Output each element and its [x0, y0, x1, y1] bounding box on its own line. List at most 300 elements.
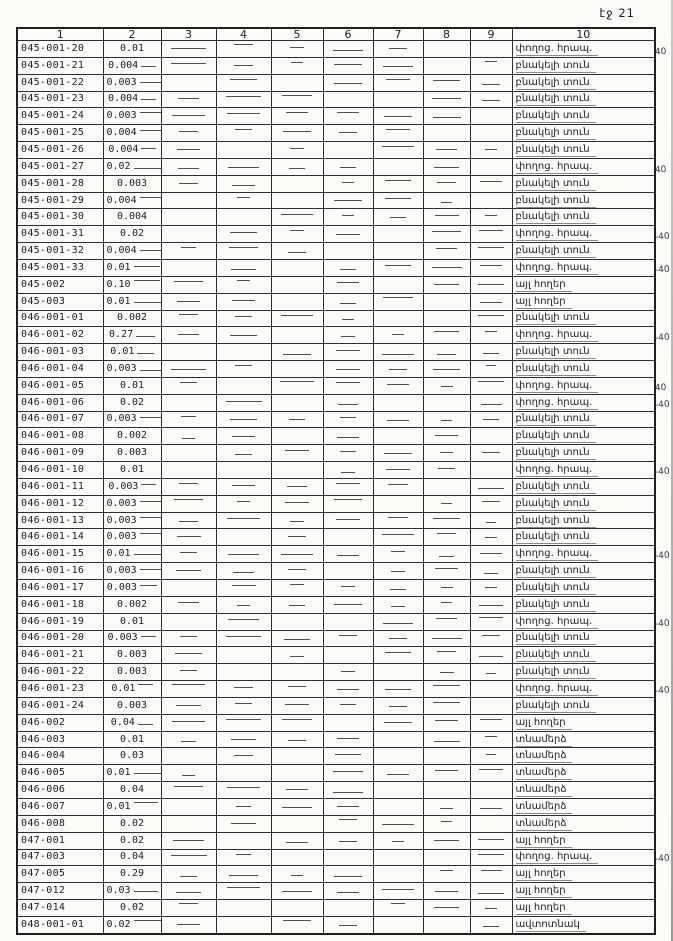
ruling-dash-mark: [171, 855, 207, 856]
cell-value-text: 0.003: [116, 699, 148, 711]
cell-value: [103, 748, 161, 765]
cell-empty: [161, 142, 216, 159]
table-row: [17, 445, 655, 462]
ruling-dash-mark: [341, 671, 355, 672]
cell-empty: [470, 428, 512, 445]
cell-empty: [373, 916, 423, 934]
ruling-dash-mark: [171, 369, 206, 370]
cell-empty: [323, 428, 373, 445]
cell-use-text: բնակելի տուն: [516, 346, 596, 359]
cell-value: [103, 428, 161, 445]
cell-code: 046-001-16: [17, 563, 103, 580]
cell-empty: [470, 445, 512, 462]
ruling-dash-mark: [383, 623, 413, 624]
cell-code: 045-001-30: [17, 209, 103, 226]
cell-value-text: 0.04: [119, 784, 145, 796]
cell-value-text: 0.003: [107, 632, 138, 644]
ruling-dash-mark: [285, 502, 309, 503]
cell-empty: [470, 361, 512, 378]
table-row: [17, 613, 655, 630]
cell-use: [512, 125, 655, 142]
ruling-dash-mark: [134, 280, 161, 281]
ruling-dash-mark: [437, 182, 455, 183]
cell-value-text: 0.004: [108, 93, 139, 105]
ruling-dash-mark: [337, 112, 359, 113]
ruling-dash-mark: [288, 252, 306, 253]
cell-empty: [373, 900, 423, 917]
ruling-dash-mark: [434, 167, 459, 168]
cell-empty: [216, 714, 271, 731]
table-row: [17, 91, 655, 108]
cell-empty: [161, 478, 216, 495]
cell-code: 046-005: [17, 765, 103, 782]
cell-value-text: 0.01: [111, 682, 136, 694]
cell-empty: [470, 866, 512, 883]
cell-empty: [271, 815, 323, 832]
cell-code: 045-002: [17, 276, 103, 293]
cell-use: [512, 344, 655, 361]
ruling-dash-mark: [179, 903, 198, 904]
cell-value-text: 0.01: [110, 346, 135, 358]
cell-value: [103, 158, 161, 175]
cell-code: 048-001-01: [17, 916, 103, 934]
ruling-dash-mark: [140, 370, 161, 371]
cell-empty: [423, 900, 470, 917]
cell-empty: [423, 462, 470, 479]
ruling-dash-mark: [384, 453, 411, 454]
ruling-dash-mark: [478, 315, 504, 316]
ruling-dash-mark: [433, 702, 461, 703]
table-header-row: [17, 28, 655, 41]
cell-empty: [216, 647, 271, 664]
cell-use: [512, 142, 655, 159]
ruling-dash-mark: [140, 585, 157, 586]
cell-code: 046-008: [17, 815, 103, 832]
cell-value: [103, 74, 161, 91]
cell-empty: [323, 596, 373, 613]
cell-use: [512, 697, 655, 714]
cell-empty: [161, 411, 216, 428]
cell-empty: [271, 681, 323, 698]
cell-empty: [323, 462, 373, 479]
cell-code: 045-001-28: [17, 175, 103, 192]
cell-use-text: փողոց. հրապ.: [516, 616, 599, 629]
cell-empty: [271, 192, 323, 209]
cell-empty: [271, 74, 323, 91]
cell-empty: [373, 748, 423, 765]
cell-use: [512, 462, 655, 479]
cell-empty: [423, 798, 470, 815]
ruling-dash-mark: [282, 95, 312, 96]
cell-empty: [216, 209, 271, 226]
cell-code: 046-002: [17, 714, 103, 731]
ruling-dash-mark: [336, 382, 360, 383]
ruling-dash-mark: [234, 44, 252, 45]
ruling-dash-mark: [388, 517, 407, 518]
cell-value: [103, 276, 161, 293]
ruling-dash-mark: [432, 267, 462, 268]
ruling-dash-mark: [180, 382, 198, 383]
cell-value: [103, 765, 161, 782]
cell-code: 046-001-07: [17, 411, 103, 428]
cell-value: [103, 613, 161, 630]
cell-value: [103, 883, 161, 900]
cell-empty: [271, 664, 323, 681]
cell-empty: [271, 91, 323, 108]
table-row: [17, 142, 655, 159]
cell-empty: [470, 108, 512, 125]
cell-empty: [423, 512, 470, 529]
cell-empty: [271, 428, 323, 445]
cell-empty: [470, 782, 512, 799]
cell-empty: [271, 259, 323, 276]
ruling-dash-mark: [486, 754, 497, 755]
cell-empty: [161, 91, 216, 108]
cell-empty: [161, 883, 216, 900]
ruling-dash-mark: [340, 269, 356, 270]
cell-empty: [216, 125, 271, 142]
ruling-dash-mark: [385, 180, 410, 181]
ruling-dash-mark: [281, 214, 312, 215]
cell-use: [512, 310, 655, 327]
cell-code: 046-001-05: [17, 377, 103, 394]
ruling-dash-mark: [382, 824, 414, 825]
cell-use-text: բնակելի տուն: [516, 515, 596, 528]
cell-use: [512, 377, 655, 394]
cell-empty: [216, 832, 271, 849]
cell-value-text: 0.01: [106, 261, 131, 273]
cell-empty: [216, 344, 271, 361]
ruling-dash-mark: [138, 724, 153, 725]
cell-empty: [470, 243, 512, 260]
cell-value: [103, 108, 161, 125]
cell-value-text: 0.04: [110, 716, 135, 728]
table-row: [17, 529, 655, 546]
cell-value: [103, 916, 161, 934]
ruling-dash-mark: [228, 167, 258, 168]
cell-empty: [323, 731, 373, 748]
cell-code: 046-006: [17, 782, 103, 799]
ruling-dash-mark: [478, 284, 504, 285]
ruling-dash-mark: [441, 587, 453, 588]
ruling-dash-mark: [481, 404, 502, 405]
cell-use-text: բնակելի տուն: [516, 312, 596, 325]
ruling-dash-mark: [433, 80, 460, 81]
cell-use: [512, 798, 655, 815]
cell-empty: [373, 849, 423, 866]
cell-empty: [423, 580, 470, 597]
cell-empty: [323, 361, 373, 378]
ruling-dash-mark: [134, 920, 161, 921]
cell-empty: [271, 765, 323, 782]
cell-value-text: 0.01: [106, 800, 131, 812]
cell-empty: [470, 765, 512, 782]
table-row: [17, 546, 655, 563]
ruling-dash-mark: [140, 501, 161, 502]
cell-value: [103, 832, 161, 849]
cell-use: [512, 647, 655, 664]
ruling-dash-mark: [235, 129, 252, 130]
cell-value-text: 0.01: [106, 295, 131, 307]
cell-empty: [373, 495, 423, 512]
ruling-dash-mark: [484, 573, 497, 574]
ruling-dash-mark: [435, 435, 459, 436]
table-row: [17, 411, 655, 428]
cell-empty: [161, 125, 216, 142]
cell-use-text: բնակելի տուն: [516, 599, 596, 612]
ruling-dash-mark: [286, 789, 307, 790]
ruling-dash-mark: [339, 925, 356, 926]
cell-empty: [161, 462, 216, 479]
cell-empty: [216, 900, 271, 917]
ruling-dash-mark: [235, 703, 253, 704]
cell-value: [103, 327, 161, 344]
cell-value: [103, 529, 161, 546]
cell-empty: [271, 377, 323, 394]
cell-empty: [373, 782, 423, 799]
cell-use-text: բնակելի տուն: [516, 700, 596, 713]
cell-value: [103, 344, 161, 361]
cell-empty: [423, 158, 470, 175]
cell-value-text: 0.02: [119, 834, 145, 846]
ruling-dash-mark: [384, 722, 413, 723]
cell-empty: [423, 563, 470, 580]
cell-empty: [161, 310, 216, 327]
ruling-dash-mark: [285, 450, 309, 451]
cell-value-text: 0.004: [106, 127, 137, 139]
cell-code: 045-001-27: [17, 158, 103, 175]
cell-empty: [271, 546, 323, 563]
cell-empty: [323, 900, 373, 917]
ruling-dash-mark: [235, 454, 251, 455]
ruling-dash-mark: [384, 116, 412, 117]
cell-value-text: 0.003: [106, 110, 137, 122]
cell-empty: [271, 832, 323, 849]
ruling-dash-mark: [179, 131, 197, 132]
cell-empty: [470, 596, 512, 613]
cell-empty: [271, 327, 323, 344]
cell-empty: [423, 428, 470, 445]
cell-code: 045-001-22: [17, 74, 103, 91]
cadastre-table: [16, 27, 656, 935]
ruling-dash-mark: [171, 48, 205, 49]
ruling-dash-mark: [229, 875, 258, 876]
cell-empty: [423, 394, 470, 411]
cell-use-text: տնամերձ: [516, 784, 573, 797]
ruling-dash-mark: [386, 129, 411, 130]
cell-empty: [161, 714, 216, 731]
cell-empty: [423, 883, 470, 900]
ruling-dash-mark: [486, 365, 497, 366]
ruling-dash-mark: [178, 334, 198, 335]
cell-empty: [423, 866, 470, 883]
cell-value-text: 0.10: [106, 278, 131, 290]
cell-use-text: այլ հողեր: [516, 885, 572, 898]
cell-empty: [373, 815, 423, 832]
table-row: [17, 462, 655, 479]
ruling-dash-mark: [480, 181, 501, 182]
ruling-dash-mark: [486, 673, 496, 674]
cell-empty: [271, 361, 323, 378]
ruling-dash-mark: [231, 823, 256, 824]
cell-empty: [470, 849, 512, 866]
cell-empty: [423, 243, 470, 260]
table-row: [17, 209, 655, 226]
cell-empty: [373, 91, 423, 108]
cell-empty: [373, 243, 423, 260]
cell-empty: [323, 310, 373, 327]
cell-empty: [323, 125, 373, 142]
handwritten-margin-note: -40: [654, 685, 671, 697]
ruling-dash-mark: [337, 689, 359, 690]
table-row: [17, 900, 655, 917]
cell-empty: [161, 815, 216, 832]
column-header-7: 7: [373, 28, 423, 41]
ruling-dash-mark: [432, 98, 461, 99]
cell-empty: [470, 57, 512, 74]
cell-use-text: փողոց. հրապ.: [516, 262, 599, 275]
ruling-dash-mark: [336, 234, 360, 235]
handwritten-margin-note: -40: [654, 466, 671, 478]
cell-empty: [373, 394, 423, 411]
ruling-dash-mark: [226, 96, 261, 97]
cell-use-text: բնակելի տուն: [516, 481, 596, 494]
ruling-dash-mark: [236, 854, 250, 855]
ruling-dash-mark: [280, 381, 314, 382]
ruling-dash-mark: [134, 773, 161, 774]
cell-empty: [423, 478, 470, 495]
cell-empty: [216, 883, 271, 900]
ruling-dash-mark: [479, 605, 503, 606]
ruling-dash-mark: [441, 602, 453, 603]
ruling-dash-mark: [291, 875, 304, 876]
ruling-dash-mark: [178, 602, 198, 603]
ruling-dash-mark: [479, 230, 504, 231]
ruling-dash-mark: [237, 197, 251, 198]
ruling-dash-mark: [482, 452, 501, 453]
cell-value: [103, 411, 161, 428]
cell-empty: [423, 411, 470, 428]
table-row: [17, 798, 655, 815]
ruling-dash-mark: [433, 369, 461, 370]
cell-empty: [216, 394, 271, 411]
column-header-5: 5: [271, 28, 323, 41]
ruling-dash-mark: [141, 99, 156, 100]
cell-empty: [423, 142, 470, 159]
cell-value-text: 0.002: [116, 312, 148, 324]
cell-value-text: 0.02: [119, 901, 145, 913]
cell-empty: [373, 664, 423, 681]
cell-empty: [470, 293, 512, 310]
cell-empty: [423, 664, 470, 681]
ruling-dash-mark: [387, 384, 408, 385]
cell-code: 045-001-23: [17, 91, 103, 108]
ruling-dash-mark: [230, 232, 257, 233]
table-row: [17, 327, 655, 344]
cell-empty: [373, 883, 423, 900]
cell-use-text: փողոց. հրապ.: [516, 228, 599, 241]
cell-empty: [161, 327, 216, 344]
cell-empty: [423, 41, 470, 58]
cell-empty: [373, 259, 423, 276]
cell-use: [512, 57, 655, 74]
cell-empty: [216, 74, 271, 91]
ruling-dash-mark: [340, 303, 356, 304]
ruling-dash-mark: [230, 79, 257, 80]
cell-value-text: 0.02: [119, 228, 145, 240]
column-header-10: 10: [512, 28, 655, 41]
cell-use: [512, 529, 655, 546]
cell-value-text: 0.003: [106, 362, 137, 374]
ruling-dash-mark: [483, 419, 499, 420]
ruling-dash-mark: [140, 112, 161, 113]
ruling-dash-mark: [485, 537, 498, 538]
cell-empty: [470, 91, 512, 108]
cell-empty: [271, 630, 323, 647]
ruling-dash-mark: [134, 802, 158, 803]
cell-empty: [323, 798, 373, 815]
cell-code: 046-001-02: [17, 327, 103, 344]
cell-value-text: 0.003: [106, 76, 137, 88]
cell-empty: [373, 361, 423, 378]
handwritten-margin-note: 40: [654, 46, 667, 58]
cell-empty: [373, 580, 423, 597]
ruling-dash-mark: [337, 555, 359, 556]
cell-empty: [216, 529, 271, 546]
page-number-label: էջ 21: [599, 6, 635, 20]
ruling-dash-mark: [340, 167, 356, 168]
cell-code: 045-001-33: [17, 259, 103, 276]
cell-use: [512, 866, 655, 883]
cell-empty: [161, 798, 216, 815]
cell-use-text: բնակելի տուն: [516, 666, 596, 679]
ruling-dash-mark: [390, 589, 405, 590]
ruling-dash-mark: [342, 215, 355, 216]
cell-empty: [216, 428, 271, 445]
cell-value: [103, 900, 161, 917]
cell-use-text: բնակելի տուն: [516, 531, 596, 544]
cell-empty: [470, 495, 512, 512]
ruling-dash-mark: [177, 149, 201, 150]
cell-use: [512, 495, 655, 512]
cell-empty: [373, 647, 423, 664]
cell-empty: [373, 697, 423, 714]
ruling-dash-mark: [440, 452, 454, 453]
cell-empty: [323, 748, 373, 765]
ruling-dash-mark: [138, 684, 152, 685]
cell-value: [103, 596, 161, 613]
ruling-dash-mark: [478, 893, 504, 894]
ruling-dash-mark: [281, 554, 314, 555]
table-row: [17, 377, 655, 394]
cell-empty: [216, 41, 271, 58]
cell-empty: [216, 462, 271, 479]
cell-empty: [216, 57, 271, 74]
cell-empty: [470, 529, 512, 546]
cell-empty: [423, 782, 470, 799]
ruling-dash-mark: [386, 469, 409, 470]
cell-empty: [323, 243, 373, 260]
ruling-dash-mark: [141, 148, 155, 149]
ruling-dash-mark: [290, 656, 304, 657]
cell-code: 046-007: [17, 798, 103, 815]
handwritten-margin-note: 40: [654, 382, 667, 394]
cell-empty: [470, 158, 512, 175]
cell-value: [103, 243, 161, 260]
cell-use: [512, 748, 655, 765]
table-row: [17, 175, 655, 192]
cell-code: 045-001-21: [17, 57, 103, 74]
